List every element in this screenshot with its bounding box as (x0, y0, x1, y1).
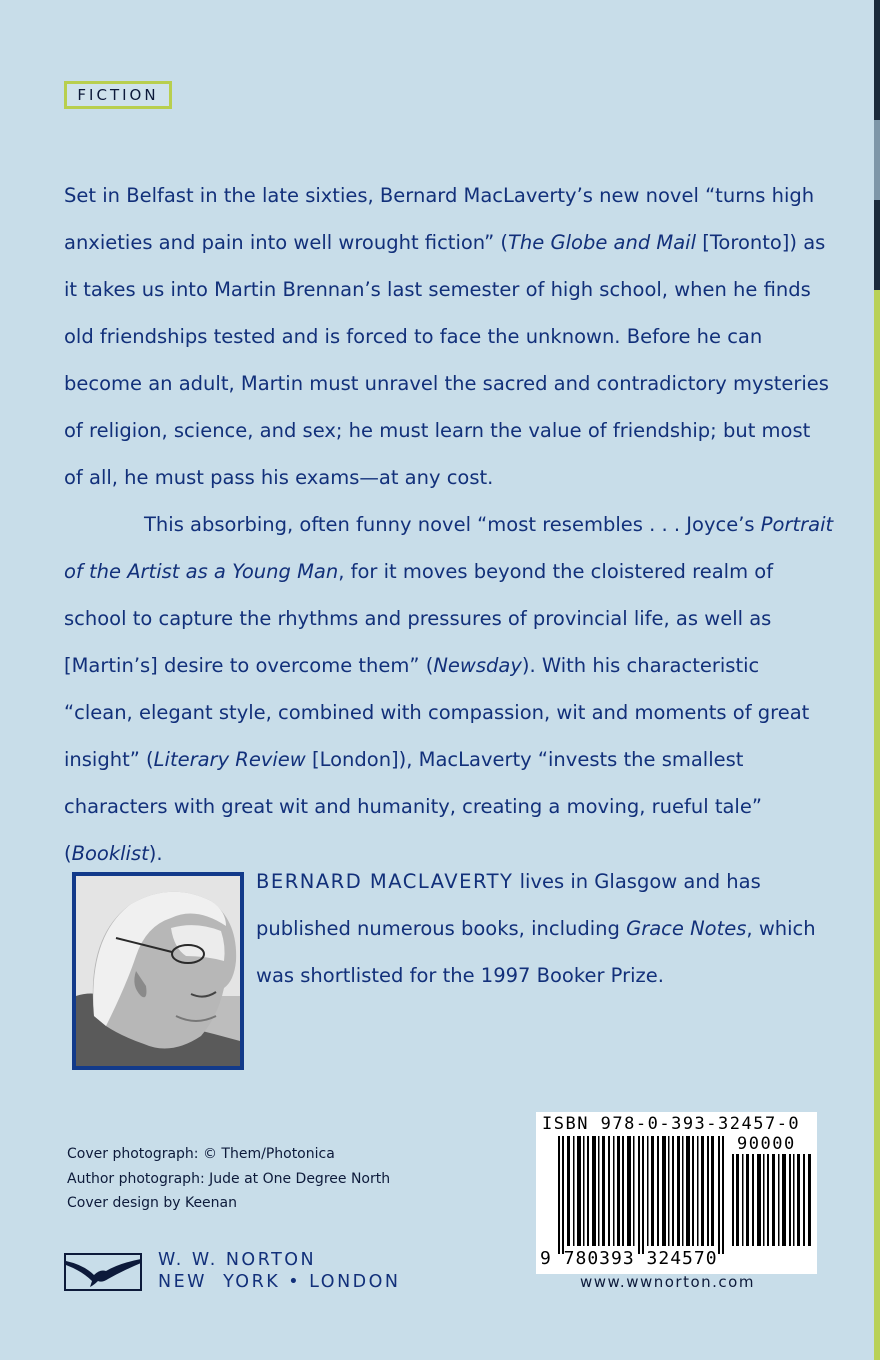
description (64, 172, 834, 877)
p2-text-a: This absorbing, often funny novel “most resembles . . . Joyce’s (144, 513, 761, 536)
price-code: 90000 (737, 1134, 796, 1154)
author-name: BERNARD MACLAVERTY (256, 870, 514, 893)
author-portrait-image (76, 876, 240, 1066)
barcode (536, 1112, 817, 1274)
author-photo (72, 872, 244, 1070)
genre-label (64, 81, 172, 109)
p2-title: Portrait of the Artist as a Young Man (64, 513, 834, 583)
p2-text-b: , for it moves beyond the cloistered realm of school to capture the rhythms and pressures of provincial life, as well as [Martin’s] desire to overcome them” ( (64, 560, 774, 677)
credit-cover-design: Cover design by Keenan (67, 1195, 237, 1211)
p1-text-a: Set in Belfast in the late sixties, Bernard MacLaverty’s new novel “turns high anxieties and pain into well wrought fiction” ( (64, 184, 815, 254)
publisher (158, 1249, 401, 1293)
author-bio-text-b: , which was shortlisted for the 1997 Booker Prize. (256, 917, 816, 987)
p2-source-1: Newsday (433, 654, 522, 677)
publisher-cities: NEW YORK • LONDON (158, 1272, 401, 1292)
website-url: www.wwnorton.com (580, 1273, 755, 1291)
isbn-text: ISBN 978-0-393-32457-0 (542, 1114, 801, 1134)
credit-author-photo: Author photograph: Jude at One Degree North (67, 1170, 391, 1187)
norton-seagull-logo-icon (64, 1253, 142, 1291)
p2-text-c: ). With his characteristic “clean, elegant style, combined with compassion, wit and moments of great insight” ( (64, 654, 810, 771)
ean-digits: 9 780393 324570 (540, 1248, 718, 1269)
author-bio (256, 858, 826, 999)
p1-text-b: [Toronto]) as it takes us into Martin Brennan’s last semester of high school, when he finds old friendships tested and is forced to face the unknown. Before he can become an adult, Martin must unravel the sacred and contradictory mysteries of religion, science, and sex; he must learn the value of friendship; but most of all, he must pass his exams—at any cost. (64, 231, 829, 489)
credits (67, 1142, 390, 1216)
p1-source: The Globe and Mail (508, 231, 697, 254)
description-paragraph-1 (64, 172, 834, 501)
genre-label-text: FICTION (77, 86, 159, 104)
price-barcode-bars (732, 1154, 812, 1246)
p2-text-e: ). (148, 842, 163, 865)
spine-green-band (874, 290, 880, 1360)
author-book-title: Grace Notes (626, 917, 747, 940)
spine-edge (874, 0, 880, 1360)
p2-source-2: Literary Review (153, 748, 306, 771)
spine-photo (874, 120, 880, 200)
description-paragraph-2 (64, 501, 834, 877)
p2-text-d: [London]), MacLaverty “invests the smallest characters with great wit and humanity, creating a moving, rueful tale” ( (64, 748, 762, 865)
credit-cover-photo: Cover photograph: © Them/Photonica (67, 1146, 335, 1162)
author-bio-text-a: lives in Glasgow and has published numerous books, including (256, 870, 761, 940)
p2-source-3: Booklist (71, 842, 149, 865)
ean-barcode-bars (558, 1136, 728, 1254)
publisher-name: W. W. NORTON (158, 1250, 317, 1270)
